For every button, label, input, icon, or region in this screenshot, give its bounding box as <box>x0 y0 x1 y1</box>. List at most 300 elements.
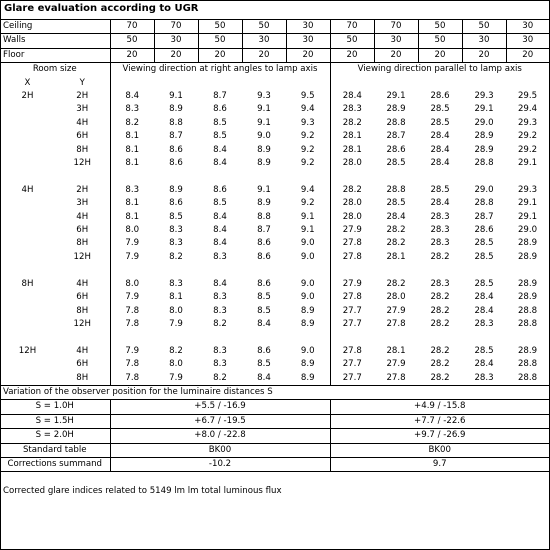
table-row <box>0 318 549 331</box>
ugr-right-angle-value: 8.6 <box>257 238 271 249</box>
room-x <box>0 251 55 264</box>
ugr-right-angle-value: 8.3 <box>110 103 154 116</box>
variation-right-angle: +5.5 / -16.9 <box>110 400 330 414</box>
ugr-right-angle-value: 8.6 <box>257 345 271 356</box>
ugr-parallel-value: 29.0 <box>474 184 494 195</box>
ugr-parallel-value: 27.7 <box>330 358 374 371</box>
empty-cell <box>418 77 462 90</box>
ugr-parallel-value: 28.3 <box>474 318 494 329</box>
reflectance-value: 30 <box>462 34 506 48</box>
ugr-parallel-value: 28.9 <box>517 345 538 356</box>
ugr-parallel-value: 28.9 <box>474 131 494 142</box>
room-x <box>0 157 55 170</box>
ugr-parallel-value: 27.9 <box>386 305 406 316</box>
ugr-parallel-value: 28.2 <box>430 345 450 356</box>
reflectance-value: 20 <box>374 48 418 62</box>
reflectance-value: 50 <box>462 20 506 34</box>
ugr-right-angle-value: 8.3 <box>213 305 227 316</box>
empty-cell <box>506 77 549 90</box>
ugr-parallel-value: 28.6 <box>430 91 450 102</box>
room-y: 6H <box>76 359 89 370</box>
empty-cell <box>330 331 549 344</box>
empty-cell <box>110 170 330 183</box>
room-y: 4H <box>76 278 89 289</box>
ugr-parallel-value: 28.6 <box>474 225 494 236</box>
ugr-right-angle-value: 8.2 <box>110 117 154 130</box>
ugr-parallel-value: 28.4 <box>430 198 450 209</box>
reflectance-label: Ceiling <box>0 20 110 34</box>
empty-cell <box>0 170 110 183</box>
ugr-parallel-value: 28.4 <box>386 211 406 222</box>
ugr-right-angle-value: 8.6 <box>213 184 227 195</box>
ugr-right-angle-value: 8.6 <box>169 198 183 209</box>
room-x <box>0 211 55 224</box>
ugr-right-angle-value: 8.0 <box>110 224 154 237</box>
ugr-parallel-value: 29.2 <box>517 144 538 155</box>
ugr-right-angle-value: 9.1 <box>257 117 271 128</box>
reflectance-value: 70 <box>154 20 198 34</box>
room-y: 4H <box>76 211 89 222</box>
ugr-parallel-value: 27.8 <box>330 345 374 358</box>
empty-cell <box>110 331 330 344</box>
reflectance-value: 20 <box>506 48 549 62</box>
ugr-parallel-value: 28.2 <box>386 225 406 236</box>
room-y: 6H <box>76 225 89 236</box>
ugr-right-angle-value: 8.2 <box>213 318 227 329</box>
corrections-parallel: 9.7 <box>330 457 549 471</box>
reflectance-value: 30 <box>506 34 549 48</box>
ugr-right-angle-value: 8.4 <box>110 90 154 103</box>
ugr-parallel-value: 28.3 <box>474 372 494 383</box>
ugr-parallel-value: 28.3 <box>430 225 450 236</box>
ugr-parallel-value: 28.2 <box>330 184 374 197</box>
ugr-parallel-value: 27.7 <box>330 372 374 386</box>
ugr-right-angle-value: 9.2 <box>300 158 315 169</box>
room-x <box>0 197 55 210</box>
ugr-right-angle-value: 9.0 <box>300 251 315 262</box>
ugr-right-angle-value: 9.0 <box>300 345 315 356</box>
reflectance-value: 50 <box>418 34 462 48</box>
room-y: 3H <box>76 104 89 115</box>
ugr-right-angle-value: 7.9 <box>110 345 154 358</box>
reflectance-value: 30 <box>286 20 330 34</box>
ugr-right-angle-value: 9.2 <box>300 131 315 142</box>
reflectance-value: 20 <box>110 48 154 62</box>
room-y: 8H <box>76 305 89 316</box>
standard-table-label: Standard table <box>0 443 110 457</box>
ugr-table <box>0 19 549 472</box>
ugr-right-angle-value: 8.7 <box>257 225 271 236</box>
standard-table-right-angle: BK00 <box>110 443 330 457</box>
table-row <box>0 211 549 224</box>
table-row <box>0 305 549 318</box>
table-row <box>0 224 549 237</box>
ugr-right-angle-value: 9.0 <box>300 278 315 289</box>
variation-parallel: +7.7 / -22.6 <box>330 414 549 428</box>
ugr-right-angle-value: 8.0 <box>110 278 154 291</box>
ugr-right-angle-value: 7.9 <box>110 291 154 304</box>
ugr-right-angle-value: 9.0 <box>300 292 315 303</box>
ugr-parallel-value: 28.2 <box>430 372 450 383</box>
reflectance-value: 20 <box>242 48 286 62</box>
ugr-parallel-value: 28.9 <box>517 251 538 262</box>
empty-cell <box>330 77 374 90</box>
ugr-right-angle-value: 8.9 <box>300 359 315 370</box>
reflectance-row-walls <box>0 34 549 48</box>
ugr-parallel-value: 27.7 <box>330 305 374 318</box>
ugr-right-angle-value: 8.6 <box>169 158 183 169</box>
ugr-right-angle-value: 8.2 <box>169 251 183 262</box>
room-y: 3H <box>76 198 89 209</box>
ugr-parallel-value: 28.8 <box>386 184 406 195</box>
ugr-right-angle-value: 8.6 <box>213 104 227 115</box>
variation-right-angle: +6.7 / -19.5 <box>110 414 330 428</box>
ugr-right-angle-value: 8.3 <box>213 292 227 303</box>
ugr-right-angle-value: 8.2 <box>169 345 183 356</box>
ugr-right-angle-value: 8.3 <box>169 225 183 236</box>
table-row <box>0 184 549 197</box>
room-x <box>0 358 55 371</box>
empty-cell <box>0 264 110 277</box>
ugr-right-angle-value: 7.9 <box>169 318 183 329</box>
ugr-right-angle-value: 8.1 <box>110 157 154 170</box>
ugr-right-angle-value: 8.9 <box>257 144 271 155</box>
ugr-parallel-value: 28.5 <box>430 184 450 195</box>
ugr-right-angle-value: 9.5 <box>300 91 315 102</box>
group-gap <box>0 264 549 277</box>
reflectance-value: 50 <box>242 20 286 34</box>
room-x: 12H <box>18 345 37 356</box>
reflectance-value: 30 <box>506 20 549 34</box>
ugr-right-angle-value: 8.5 <box>257 292 271 303</box>
ugr-right-angle-value: 8.5 <box>169 211 183 222</box>
ugr-right-angle-value: 8.5 <box>213 117 227 128</box>
ugr-parallel-value: 28.8 <box>474 198 494 209</box>
ugr-parallel-value: 28.1 <box>386 251 406 262</box>
room-x: 2H <box>21 91 34 102</box>
empty-cell <box>198 77 242 90</box>
table-row <box>0 103 549 116</box>
variation-right-angle: +8.0 / -22.8 <box>110 429 330 443</box>
ugr-parallel-value: 29.3 <box>517 117 538 128</box>
room-y: 4H <box>76 117 89 128</box>
variation-s-label: S = 1.5H <box>0 414 110 428</box>
ugr-parallel-value: 29.4 <box>517 104 538 115</box>
ugr-right-angle-value: 8.7 <box>213 91 227 102</box>
ugr-parallel-value: 28.0 <box>330 157 374 170</box>
ugr-right-angle-value: 8.3 <box>169 238 183 249</box>
ugr-right-angle-value: 8.4 <box>257 318 271 329</box>
variation-s-label: S = 2.0H <box>0 429 110 443</box>
right-angle-header: Viewing direction at right angles to lamp axis <box>110 63 330 77</box>
ugr-right-angle-value: 8.4 <box>213 144 227 155</box>
ugr-right-angle-value: 9.2 <box>300 144 315 155</box>
room-x <box>0 237 55 250</box>
ugr-parallel-value: 28.0 <box>330 211 374 224</box>
table-row <box>0 197 549 210</box>
xy-header-row <box>0 77 549 90</box>
ugr-right-angle-value: 8.1 <box>110 144 154 157</box>
empty-cell <box>330 170 549 183</box>
ugr-parallel-value: 27.9 <box>330 224 374 237</box>
ugr-right-angle-value: 9.2 <box>300 198 315 209</box>
ugr-parallel-value: 28.7 <box>474 211 494 222</box>
ugr-parallel-value: 28.9 <box>386 104 406 115</box>
ugr-parallel-value: 28.4 <box>474 305 494 316</box>
room-y: 12H <box>73 158 91 169</box>
reflectance-value: 70 <box>330 20 374 34</box>
ugr-parallel-value: 28.5 <box>474 251 494 262</box>
reflectance-row-ceiling <box>0 20 549 34</box>
ugr-right-angle-value: 7.8 <box>110 318 154 331</box>
ugr-parallel-value: 28.8 <box>517 305 538 316</box>
corrections-row <box>0 457 549 471</box>
ugr-parallel-value: 28.4 <box>430 131 450 142</box>
empty-cell <box>154 77 198 90</box>
variation-s-label: S = 1.0H <box>0 400 110 414</box>
variation-parallel: +9.7 / -26.9 <box>330 429 549 443</box>
ugr-parallel-value: 27.9 <box>386 359 406 370</box>
ugr-parallel-value: 27.9 <box>330 278 374 291</box>
empty-cell <box>110 264 330 277</box>
room-x: 4H <box>21 184 34 195</box>
ugr-parallel-value: 29.0 <box>474 117 494 128</box>
ugr-parallel-value: 29.3 <box>474 91 494 102</box>
ugr-right-angle-value: 9.0 <box>300 238 315 249</box>
room-x <box>0 305 55 318</box>
corrections-right-angle: -10.2 <box>110 457 330 471</box>
ugr-right-angle-value: 8.9 <box>300 318 315 329</box>
ugr-right-angle-value: 8.4 <box>213 211 227 222</box>
room-x: 8H <box>21 278 34 289</box>
reflectance-value: 20 <box>462 48 506 62</box>
ugr-parallel-value: 28.4 <box>330 90 374 103</box>
ugr-right-angle-value: 8.0 <box>169 305 183 316</box>
empty-cell <box>0 331 110 344</box>
room-y: 2H <box>76 184 89 195</box>
table-row <box>0 358 549 371</box>
ugr-right-angle-value: 8.5 <box>213 198 227 209</box>
ugr-parallel-value: 28.9 <box>474 144 494 155</box>
ugr-parallel-value: 29.1 <box>386 91 406 102</box>
ugr-parallel-value: 27.8 <box>386 372 406 383</box>
room-y: 12H <box>73 251 91 262</box>
variation-parallel: +4.9 / -15.8 <box>330 400 549 414</box>
ugr-right-angle-value: 9.1 <box>300 211 315 222</box>
empty-cell <box>110 77 154 90</box>
ugr-parallel-value: 27.8 <box>330 291 374 304</box>
ugr-right-angle-value: 9.1 <box>300 225 315 236</box>
ugr-parallel-value: 29.1 <box>517 158 538 169</box>
variation-row <box>0 414 549 428</box>
reflectance-value: 30 <box>242 34 286 48</box>
ugr-right-angle-value: 9.4 <box>300 184 315 195</box>
standard-table-row <box>0 443 549 457</box>
room-x <box>0 291 55 304</box>
ugr-parallel-value: 28.5 <box>430 104 450 115</box>
ugr-parallel-value: 28.5 <box>386 158 406 169</box>
ugr-parallel-value: 27.8 <box>330 237 374 250</box>
ugr-right-angle-value: 8.6 <box>169 144 183 155</box>
ugr-parallel-value: 28.5 <box>474 238 494 249</box>
ugr-right-angle-value: 8.4 <box>213 158 227 169</box>
table-row <box>0 291 549 304</box>
room-y: 8H <box>76 372 89 383</box>
room-x <box>0 318 55 331</box>
ugr-right-angle-value: 8.3 <box>213 345 227 356</box>
ugr-parallel-value: 28.8 <box>474 158 494 169</box>
ugr-parallel-value: 28.2 <box>386 238 406 249</box>
room-size-header-row <box>0 63 549 77</box>
ugr-parallel-value: 28.8 <box>517 359 538 370</box>
ugr-parallel-value: 28.2 <box>430 292 450 303</box>
ugr-parallel-value: 28.4 <box>430 144 450 155</box>
ugr-parallel-value: 29.1 <box>517 211 538 222</box>
y-label: Y <box>79 77 85 88</box>
variation-row <box>0 400 549 414</box>
ugr-right-angle-value: 9.3 <box>300 117 315 128</box>
ugr-right-angle-value: 8.9 <box>169 184 183 195</box>
ugr-right-angle-value: 8.1 <box>110 211 154 224</box>
ugr-parallel-value: 28.2 <box>386 278 406 289</box>
ugr-parallel-value: 28.2 <box>430 359 450 370</box>
ugr-parallel-value: 28.4 <box>474 359 494 370</box>
ugr-parallel-value: 29.0 <box>517 225 538 236</box>
reflectance-value: 50 <box>330 34 374 48</box>
group-gap <box>0 170 549 183</box>
ugr-right-angle-value: 8.8 <box>257 211 271 222</box>
table-row <box>0 237 549 250</box>
reflectance-row-floor <box>0 48 549 62</box>
ugr-right-angle-value: 8.1 <box>110 197 154 210</box>
ugr-right-angle-value: 7.9 <box>169 372 183 383</box>
room-x <box>0 372 55 386</box>
ugr-right-angle-value: 8.6 <box>257 251 271 262</box>
ugr-right-angle-value: 8.1 <box>169 292 183 303</box>
parallel-header: Viewing direction parallel to lamp axis <box>330 63 549 77</box>
room-y: 12H <box>73 318 91 329</box>
ugr-right-angle-value: 8.5 <box>257 359 271 370</box>
table-row <box>0 90 549 103</box>
ugr-parallel-value: 28.5 <box>386 198 406 209</box>
table-row <box>0 157 549 170</box>
table-row <box>0 130 549 143</box>
reflectance-value: 20 <box>418 48 462 62</box>
room-y: 6H <box>76 292 89 303</box>
corrections-label: Corrections summand <box>0 457 110 471</box>
ugr-right-angle-value: 9.4 <box>300 104 315 115</box>
room-y: 4H <box>76 345 89 356</box>
ugr-right-angle-value: 8.3 <box>110 184 154 197</box>
ugr-parallel-value: 29.5 <box>517 91 538 102</box>
ugr-right-angle-value: 9.3 <box>257 91 271 102</box>
ugr-right-angle-value: 7.8 <box>110 305 154 318</box>
variation-row <box>0 429 549 443</box>
ugr-parallel-value: 28.3 <box>430 238 450 249</box>
ugr-right-angle-value: 8.4 <box>257 372 271 383</box>
ugr-right-angle-value: 8.7 <box>169 131 183 142</box>
ugr-right-angle-value: 8.3 <box>213 251 227 262</box>
empty-cell <box>462 77 506 90</box>
ugr-right-angle-value: 8.4 <box>213 225 227 236</box>
ugr-right-angle-value: 8.5 <box>257 305 271 316</box>
table-row <box>0 251 549 264</box>
ugr-right-angle-value: 8.4 <box>213 238 227 249</box>
ugr-right-angle-value: 9.1 <box>257 184 271 195</box>
ugr-right-angle-value: 8.9 <box>169 104 183 115</box>
ugr-parallel-value: 28.9 <box>517 278 538 289</box>
empty-cell <box>374 77 418 90</box>
ugr-parallel-value: 28.8 <box>517 372 538 383</box>
reflectance-value: 20 <box>330 48 374 62</box>
x-label: X <box>24 77 31 88</box>
reflectance-value: 30 <box>374 34 418 48</box>
ugr-right-angle-value: 7.8 <box>110 358 154 371</box>
reflectance-value: 20 <box>198 48 242 62</box>
empty-cell <box>286 77 330 90</box>
ugr-parallel-value: 28.2 <box>330 117 374 130</box>
ugr-right-angle-value: 7.9 <box>110 251 154 264</box>
ugr-right-angle-value: 7.8 <box>110 372 154 386</box>
table-row <box>0 144 549 157</box>
standard-table-parallel: BK00 <box>330 443 549 457</box>
ugr-parallel-value: 28.3 <box>430 278 450 289</box>
room-x <box>0 224 55 237</box>
reflectance-value: 50 <box>198 34 242 48</box>
reflectance-value: 70 <box>110 20 154 34</box>
ugr-right-angle-value: 8.1 <box>110 130 154 143</box>
reflectance-value: 70 <box>374 20 418 34</box>
ugr-right-angle-value: 9.1 <box>257 104 271 115</box>
reflectance-label: Walls <box>0 34 110 48</box>
table-row <box>0 372 549 386</box>
ugr-parallel-value: 27.7 <box>330 318 374 331</box>
ugr-parallel-value: 28.3 <box>430 211 450 222</box>
ugr-parallel-value: 27.8 <box>330 251 374 264</box>
reflectance-value: 20 <box>286 48 330 62</box>
ugr-right-angle-value: 8.9 <box>257 198 271 209</box>
ugr-parallel-value: 28.4 <box>430 158 450 169</box>
ugr-parallel-value: 28.1 <box>386 345 406 356</box>
room-x <box>0 103 55 116</box>
ugr-parallel-value: 28.0 <box>330 197 374 210</box>
ugr-right-angle-value: 9.0 <box>257 131 271 142</box>
ugr-parallel-value: 28.2 <box>430 305 450 316</box>
ugr-parallel-value: 28.8 <box>517 318 538 329</box>
ugr-right-angle-value: 8.4 <box>213 278 227 289</box>
reflectance-value: 50 <box>110 34 154 48</box>
variation-label-row <box>0 385 549 399</box>
room-x <box>0 144 55 157</box>
ugr-parallel-value: 28.2 <box>430 318 450 329</box>
ugr-right-angle-value: 8.5 <box>213 131 227 142</box>
ugr-parallel-value: 28.5 <box>430 117 450 128</box>
reflectance-value: 20 <box>154 48 198 62</box>
room-y: 8H <box>76 144 89 155</box>
ugr-parallel-value: 27.8 <box>386 318 406 329</box>
ugr-right-angle-value: 7.9 <box>110 237 154 250</box>
ugr-right-angle-value: 8.9 <box>257 158 271 169</box>
ugr-right-angle-value: 8.9 <box>300 305 315 316</box>
ugr-parallel-value: 28.1 <box>330 144 374 157</box>
variation-label: Variation of the observer position for the luminaire distances S <box>0 385 549 399</box>
reflectance-label: Floor <box>0 48 110 62</box>
ugr-parallel-value: 28.5 <box>474 278 494 289</box>
room-x <box>0 130 55 143</box>
ugr-parallel-value: 29.1 <box>474 104 494 115</box>
table-row <box>0 117 549 130</box>
ugr-right-angle-value: 8.8 <box>169 117 183 128</box>
